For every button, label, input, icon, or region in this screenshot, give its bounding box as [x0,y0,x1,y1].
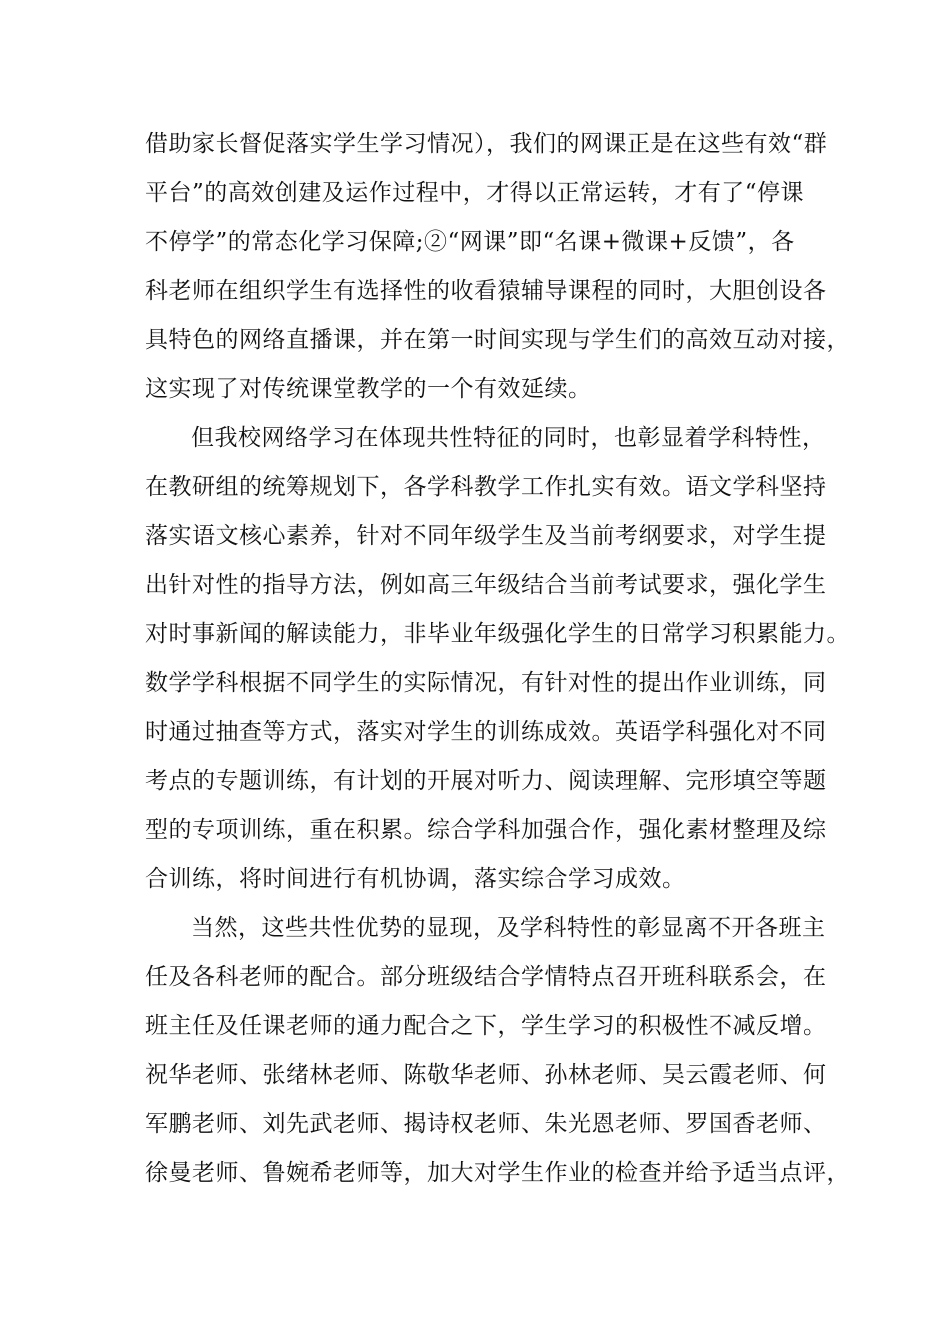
text-line: 徐曼老师、鲁婉希老师等，加大对学生作业的检查并给予适当点评， [145,1160,850,1186]
text-line: 在教研组的统筹规划下，各学科教学工作扎实有效。语文学科坚持 [145,474,827,500]
text-line: 对时事新闻的解读能力，非毕业年级强化学生的日常学习积累能力。 [145,621,850,647]
paragraph-first-line: 但我校网络学习在体现共性特征的同时，也彰显着学科特性， [191,425,826,451]
text-line: 平台”的高效创建及运作过程中，才得以正常运转，才有了“停课 [145,180,805,206]
text-line: 科老师在组织学生有选择性的收看猿辅导课程的同时，大胆创设各 [145,278,827,304]
text-line: 时通过抽查等方式，落实对学生的训练成效。英语学科强化对不同 [145,719,827,745]
text-line: 具特色的网络直播课，并在第一时间实现与学生们的高效互动对接， [145,327,850,353]
text-line: 这实现了对传统课堂教学的一个有效延续。 [145,376,592,402]
text-line: 祝华老师、张绪林老师、陈敬华老师、孙林老师、吴云霞老师、何 [145,1062,827,1088]
text-line: 借助家长督促落实学生学习情况），我们的网课正是在这些有效“群 [145,131,828,157]
text-line: 出针对性的指导方法，例如高三年级结合当前考试要求，强化学生 [145,572,827,598]
text-line: 合训练，将时间进行有机协调，落实综合学习成效。 [145,866,686,892]
text-line: 军鹏老师、刘先武老师、揭诗权老师、朱光恩老师、罗国香老师、 [145,1111,827,1137]
paragraph-first-line: 当然，这些共性优势的显现，及学科特性的彰显离不开各班主 [191,915,826,941]
text-line: 班主任及任课老师的通力配合之下，学生学习的积极性不减反增。 [145,1013,827,1039]
text-line: 考点的专题训练，有计划的开展对听力、阅读理解、完形填空等题 [145,768,827,794]
text-line: 落实语文核心素养，针对不同年级学生及当前考纲要求，对学生提 [145,523,827,549]
text-line: 任及各科老师的配合。部分班级结合学情特点召开班科联系会，在 [145,964,827,990]
text-line: 型的专项训练，重在积累。综合学科加强合作，强化素材整理及综 [145,817,827,843]
text-line: 不停学”的常态化学习保障;②“网课”即“名课+微课+反馈”，各 [145,229,795,255]
text-line: 数学学科根据不同学生的实际情况，有针对性的提出作业训练，同 [145,670,827,696]
